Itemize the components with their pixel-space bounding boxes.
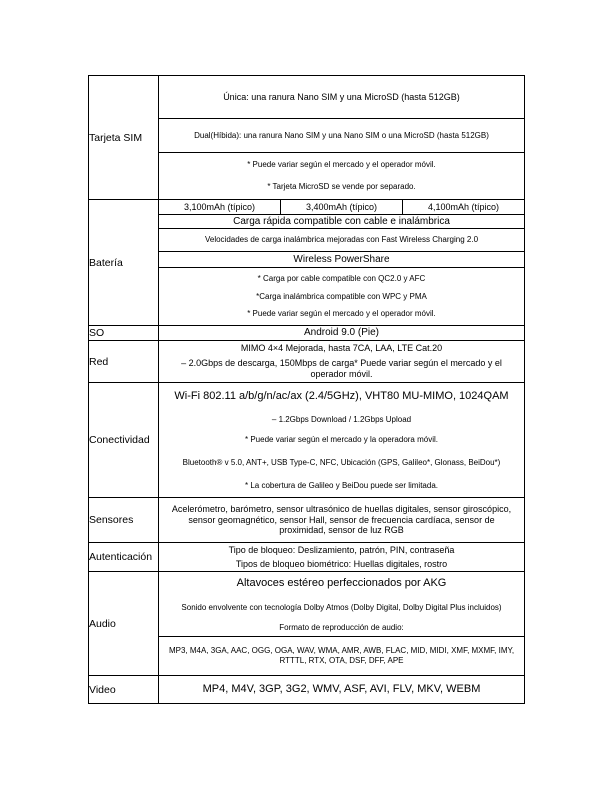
os-value: Android 9.0 (Pie): [303, 327, 380, 338]
row-connectivity: [89, 383, 525, 498]
audio-formats-title: Formato de reproducción de audio:: [279, 623, 404, 633]
row-os: [89, 326, 525, 341]
battery-note-3: * Puede variar según el mercado y el operador móvil.: [247, 309, 436, 319]
label-connectivity: Conectividad: [89, 383, 159, 498]
connectivity-note-2: * La cobertura de Galileo y BeiDou puede ser limitada.: [245, 481, 438, 491]
network-line-2: – 2.0Gbps de descarga, 150Mbps de carga* Puede variar según el mercado y el operador móvil.: [181, 357, 502, 379]
label-battery: Batería: [89, 200, 159, 326]
sim-note-1: * Puede variar según el mercado y el operador móvil.: [247, 160, 436, 170]
battery-note-1: * Carga por cable compatible con QC2.0 y AFC: [257, 274, 426, 284]
label-sensors: Sensores: [89, 498, 159, 543]
battery-capacity-2: 3,400mAh (típico): [280, 200, 402, 214]
row-network: [89, 341, 525, 383]
network-content: [159, 341, 525, 383]
spec-table: [88, 75, 525, 704]
row-sensors: [89, 498, 525, 543]
sensors-content: [159, 498, 525, 543]
network-line-1: MIMO 4×4 Mejorada, hasta 7CA, LAA, LTE Cat.20: [240, 342, 443, 353]
video-value: MP4, M4V, 3GP, 3G2, WMV, ASF, AVI, FLV, MKV, WEBM: [202, 682, 481, 695]
label-video: Video: [89, 676, 159, 704]
sim-notes: [159, 152, 524, 199]
label-network: Red: [89, 341, 159, 383]
label-sim: Tarjeta SIM: [89, 76, 159, 200]
battery-content: [159, 200, 525, 326]
row-battery: [89, 200, 525, 326]
battery-wireless-speed: Velocidades de carga inalámbrica mejoradas con Fast Wireless Charging 2.0: [159, 228, 524, 251]
battery-powershare: Wireless PowerShare: [159, 251, 524, 267]
battery-fast-charge: Carga rápida compatible con cable e inalámbrica: [159, 214, 524, 228]
video-content: [159, 676, 525, 704]
connectivity-note-1: * Puede variar según el mercado y la operadora móvil.: [245, 435, 438, 445]
row-sim: [89, 76, 525, 200]
sim-hybrid: Dual(Híbida): una ranura Nano SIM y una Nano SIM o una MicroSD (hasta 512GB): [159, 118, 524, 152]
row-auth: [89, 543, 525, 572]
os-content: [159, 326, 525, 341]
connectivity-bluetooth: Bluetooth® v 5.0, ANT+, USB Type-C, NFC, Ubicación (GPS, Galileo*, Glonass, BeiDou*): [182, 458, 501, 468]
auth-biometric: Tipos de bloqueo biométrico: Huellas digitales, rostro: [235, 558, 448, 569]
connectivity-content: [159, 383, 525, 498]
connectivity-speeds: – 1.2Gbps Download / 1.2Gbps Upload: [271, 415, 412, 425]
label-auth: Autenticación: [89, 543, 159, 572]
row-video: [89, 676, 525, 704]
audio-speakers: Altavoces estéreo perfeccionados por AKG: [236, 576, 447, 589]
sim-note-2: * Tarjeta MicroSD se vende por separado.: [267, 182, 416, 191]
sensors-value: Acelerómetro, barómetro, sensor ultrasónico de huellas digitales, sensor giroscópico, sensor geomagnético, sensor Hall, sensor de frecuencia cardíaca, sensor de proximidad, sensor de luz RGB: [171, 503, 512, 536]
auth-lock-type: Tipo de bloqueo: Deslizamiento, patrón, PIN, contraseña: [228, 544, 455, 555]
label-os: SO: [89, 326, 159, 341]
auth-content: [159, 543, 525, 572]
row-audio: [89, 572, 525, 676]
sim-content: [159, 76, 525, 200]
sim-single: Única: una ranura Nano SIM y una MicroSD (hasta 512GB): [223, 91, 460, 102]
battery-notes: [159, 267, 524, 325]
battery-capacity-1: 3,100mAh (típico): [183, 202, 256, 212]
battery-capacities: [159, 200, 524, 214]
connectivity-wifi: Wi-Fi 802.11 a/b/g/n/ac/ax (2.4/5GHz), VHT80 MU-MIMO, 1024QAM: [174, 390, 509, 403]
audio-formats: MP3, M4A, 3GA, AAC, OGG, OGA, WAV, WMA, AMR, AWB, FLAC, MID, MIDI, XMF, MXMF, IMY, RTTTL, RTX, OTA, DSF, DFF, APE: [159, 636, 524, 675]
audio-content: [159, 572, 525, 676]
battery-capacity-3: 4,100mAh (típico): [402, 200, 524, 214]
label-audio: Audio: [89, 572, 159, 676]
battery-note-2: *Carga inalámbrica compatible con WPC y PMA: [256, 291, 427, 301]
audio-surround: Sonido envolvente con tecnología Dolby Atmos (Dolby Digital, Dolby Digital Plus incluidos): [181, 602, 502, 612]
